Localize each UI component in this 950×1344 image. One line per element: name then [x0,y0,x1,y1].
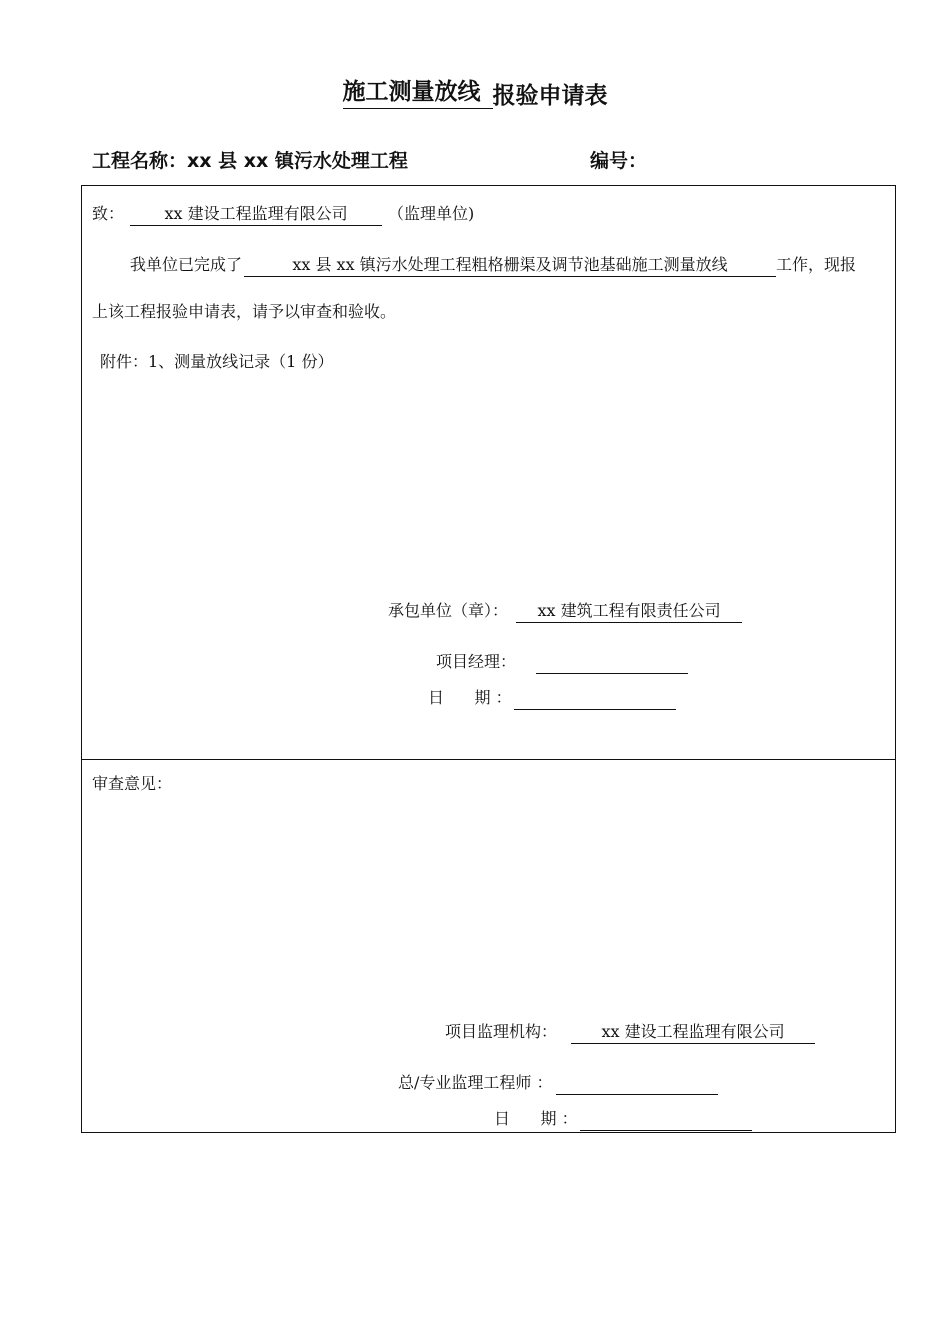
engineer-label: 总/专业监理工程师 ： [398,1073,553,1092]
agency-row [445,1020,815,1044]
to-row [92,202,474,226]
contractor-row [388,599,742,623]
to-value: xx 建设工程监理有限公司 [130,203,382,226]
date-label-2: 日 期 ： [494,1109,578,1128]
completion-suffix: 工作，现报 [776,255,857,274]
date-label-1: 日 期 ： [428,688,512,707]
completed-work: xx 县 xx 镇污水处理工程粗格栅渠及调节池基础施工测量放线 [244,254,776,277]
date-line-2 [580,1112,752,1131]
page-title [0,78,950,109]
number-label: 编号： [590,150,648,172]
contractor-value: xx 建筑工程有限责任公司 [516,600,742,623]
engineer-row [398,1071,718,1095]
project-name: xx 县 xx 镇污水处理工程 [187,150,408,172]
engineer-signature-line [556,1076,718,1095]
attachment-line: 附件：1、测量放线记录（1 份） [100,352,334,371]
agency-label: 项目监理机构： [445,1022,558,1041]
completion-prefix: 我单位已完成了 [130,255,243,274]
date-row-2 [494,1107,752,1131]
project-label: 工程名称： [92,150,188,172]
contractor-label: 承包单位（章）： [388,601,509,620]
date-line-1 [514,691,676,710]
to-label: 致： [92,204,125,223]
agency-value: xx 建设工程监理有限公司 [571,1021,815,1044]
title-part2: 报验申请表 [492,83,608,109]
date-row-1 [428,686,676,710]
request-line: 上该工程报验申请表，请予以审查和验收。 [92,302,397,321]
completion-row [130,253,856,277]
manager-label: 项目经理： [436,652,517,671]
project-name-row [92,146,408,173]
to-suffix: （监理单位) [388,204,475,223]
review-label: 审查意见： [92,774,173,793]
manager-signature-line [536,655,688,674]
manager-row [436,650,688,674]
title-part1: 施工测量放线 [343,78,493,109]
